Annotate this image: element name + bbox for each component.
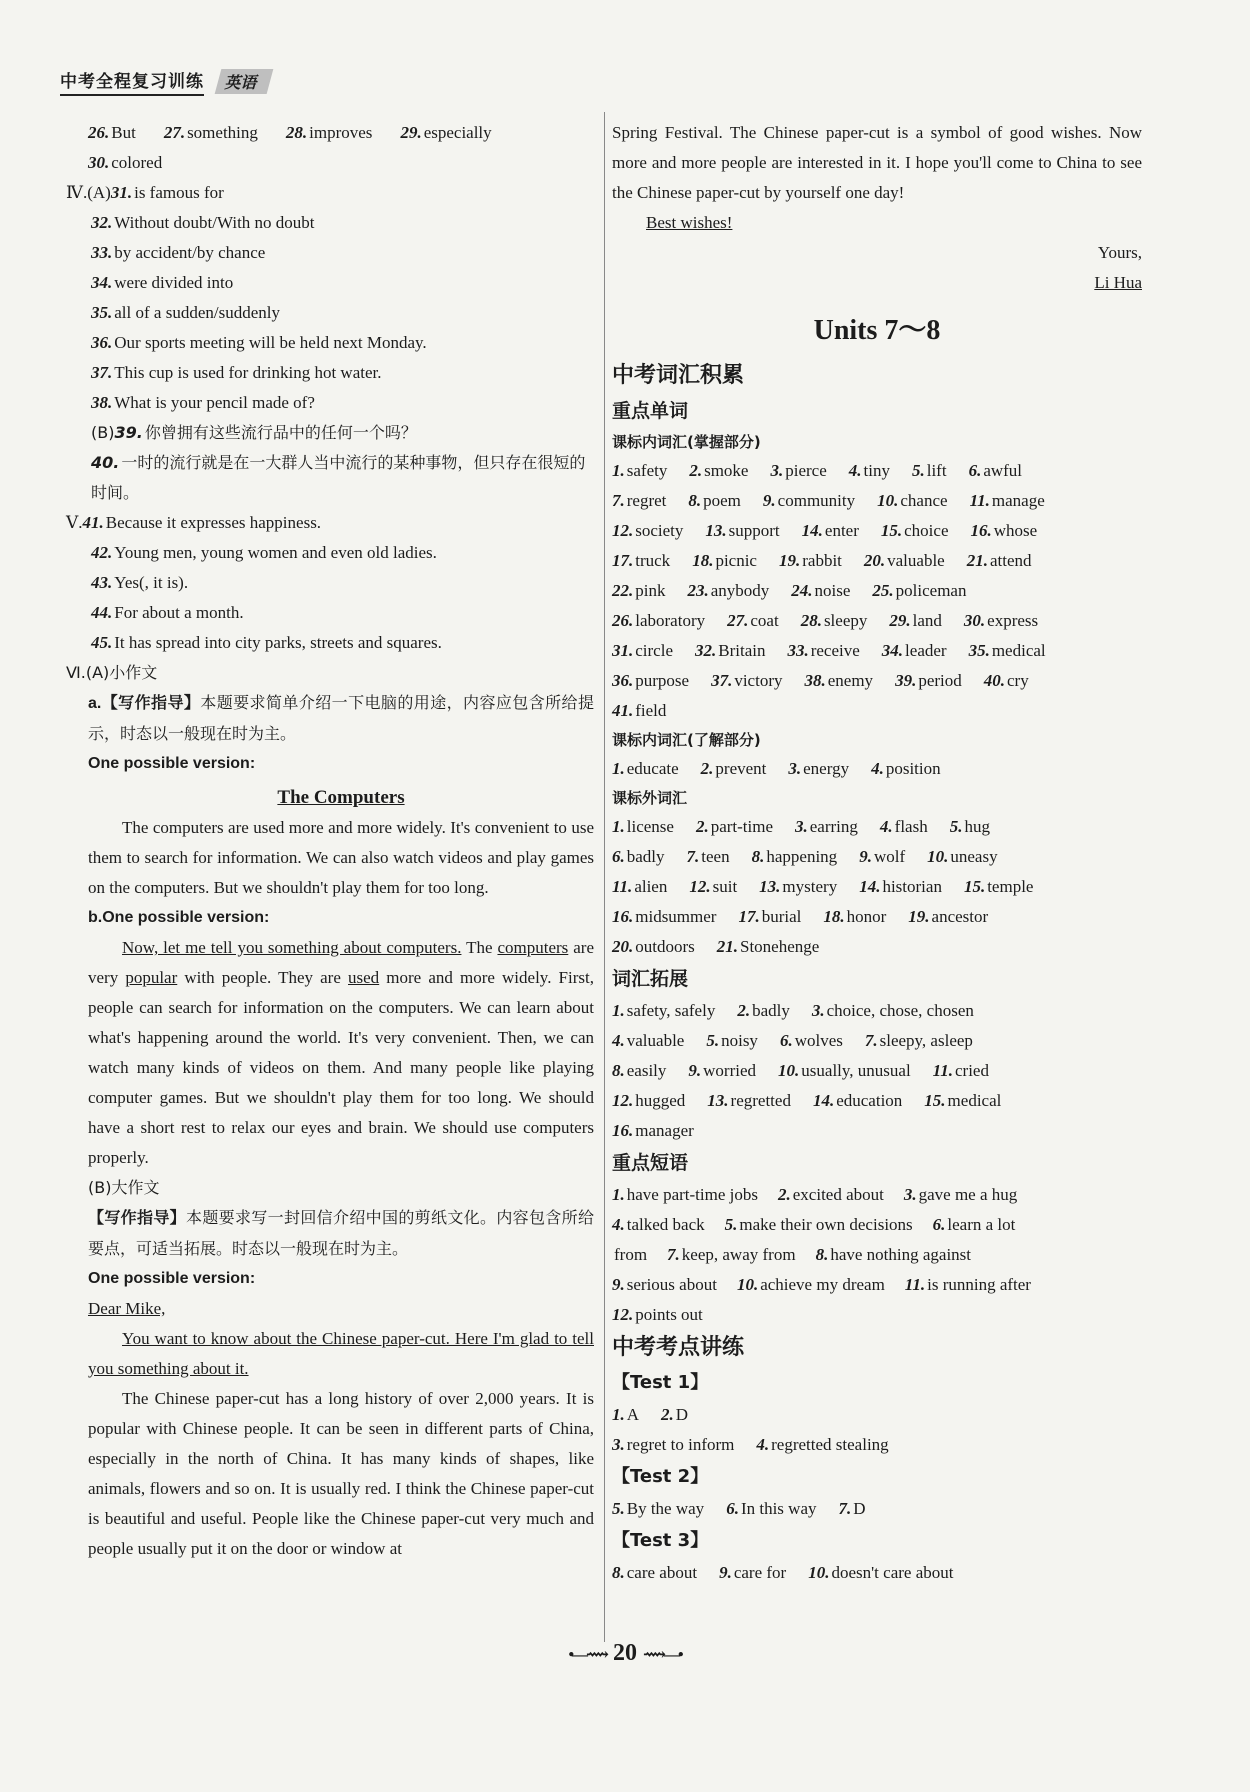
list-item: 16. whose xyxy=(970,521,1038,540)
list-item: 13. mystery xyxy=(759,877,838,896)
list-item: 30. express xyxy=(963,611,1039,630)
essay-b: Now, let me tell you something about computers. The computers are very popular with people. They are used more and more widely. First, people can search for information on the computers. We can learn about what's happening around the world. It's very convenient. Then, we can watch many kinds of videos on them. And many people like playing computer games. But we shouldn't play them for too long. We should have a short rest to relax our eyes and brain. We should use computers properly. xyxy=(88,938,594,1167)
answer-line: 32. Without doubt/With no doubt xyxy=(91,213,315,232)
list-item: 5. By the way xyxy=(612,1499,705,1518)
list-item: 19. ancestor xyxy=(908,907,989,926)
list-item: 4. valuable xyxy=(612,1031,685,1050)
list-item: 20. valuable xyxy=(863,551,945,570)
writing-guide-b: 【写作指导】本题要求写一封回信介绍中国的剪纸文化。内容包含所给要点，可适当拓展。时态以一般现在时为主。 xyxy=(88,1208,594,1258)
section-v: Ⅴ.41. Because it expresses happiness. xyxy=(66,513,322,532)
list-item: 1. safety xyxy=(612,461,668,480)
list-item: 2. excited about xyxy=(778,1185,884,1204)
left-column xyxy=(66,118,594,1564)
list-row xyxy=(612,902,1142,932)
list-item: 33. receive xyxy=(787,641,860,660)
list-item: 12. hugged xyxy=(612,1091,686,1110)
test-answers xyxy=(612,1558,1142,1588)
list-item: 4. talked back xyxy=(612,1215,705,1234)
answer-line: 44. For about a month. xyxy=(91,603,244,622)
letter-continued: Spring Festival. The Chinese paper-cut is a symbol of good wishes. Now more and more people are interested in it. I hope you'll come to China to see the Chinese paper-cut by yourself one day! xyxy=(612,123,1142,202)
list-item: 15. choice xyxy=(880,521,949,540)
ornament-left-icon: •—⟿ xyxy=(568,1646,607,1664)
list-item: 3. energy xyxy=(788,759,850,778)
ornament-right-icon: ⟿—• xyxy=(643,1646,682,1664)
answer-row: 26. But 27. something 28. improves 29. especially xyxy=(88,123,492,142)
list-item: 5. hug xyxy=(949,817,990,836)
list-item: 27. coat xyxy=(727,611,779,630)
essay-a: The computers are used more and more widely. It's convenient to use them to search for information. We can also watch videos and play games on the computers. But we shouldn't play them for too long. xyxy=(88,818,594,897)
list-item: 36. purpose xyxy=(612,671,690,690)
list-item: 17. burial xyxy=(738,907,802,926)
list-item: 15. medical xyxy=(924,1091,1002,1110)
list-item: 8. poem xyxy=(688,491,741,510)
list-row xyxy=(612,666,1142,696)
minor-heading: 课标内词汇(了解部分) xyxy=(612,731,761,749)
list-item: 18. picnic xyxy=(692,551,757,570)
list-item: 41. field xyxy=(612,701,667,720)
list-row xyxy=(612,1270,1142,1300)
letter-greeting: Dear Mike, xyxy=(88,1299,166,1318)
answer-line: 40. 一时的流行就是在一大群人当中流行的某种事物，但只存在很短的时间。 xyxy=(91,453,586,502)
list-item: 25. policeman xyxy=(872,581,967,600)
list-row xyxy=(612,754,1142,784)
list-item: 3. pierce xyxy=(770,461,827,480)
phrase-list xyxy=(612,1180,1142,1330)
list-item: 10. uneasy xyxy=(927,847,998,866)
subject-tab: 英语 xyxy=(215,69,274,94)
list-item: 14. historian xyxy=(859,877,942,896)
expand-vocab-list xyxy=(612,996,1142,1146)
list-item: 11. alien xyxy=(612,877,668,896)
list-item: 7. teen xyxy=(686,847,730,866)
list-row xyxy=(612,872,1142,902)
page-footer xyxy=(0,1640,1250,1667)
list-item: 4. regretted stealing xyxy=(756,1435,889,1454)
list-item: 39. period xyxy=(895,671,962,690)
minor-heading: 课标外词汇 xyxy=(612,789,688,807)
list-item: 14. education xyxy=(812,1091,903,1110)
list-item: 10. chance xyxy=(877,491,948,510)
sub-heading: 重点短语 xyxy=(612,1152,689,1174)
list-item: 13. support xyxy=(705,521,780,540)
list-item: 31. circle xyxy=(612,641,673,660)
section-vi: Ⅵ.(A)小作文 xyxy=(66,663,158,682)
list-item: 35. medical xyxy=(968,641,1046,660)
list-item: 9. worried xyxy=(688,1061,757,1080)
list-item: 37. victory xyxy=(711,671,783,690)
list-item: 4. flash xyxy=(879,817,928,836)
list-item: 21. Stonehenge xyxy=(716,937,820,956)
list-item: 12. society xyxy=(612,521,684,540)
list-item: 22. pink xyxy=(612,581,666,600)
list-item: 12. points out xyxy=(612,1305,703,1324)
answer-line: 42. Young men, young women and even old ladies. xyxy=(91,543,437,562)
list-row xyxy=(612,696,1142,726)
list-item: 5. noisy xyxy=(706,1031,758,1050)
list-row xyxy=(612,1180,1142,1210)
list-item: 1. educate xyxy=(612,759,679,778)
list-item: 17. truck xyxy=(612,551,671,570)
test-label: 【Test 1】 xyxy=(612,1372,709,1393)
unit-title: Units 7～8 xyxy=(813,315,941,346)
list-item: 6. awful xyxy=(968,461,1023,480)
list-item: 5. lift xyxy=(911,461,947,480)
list-item: 6. wolves xyxy=(779,1031,843,1050)
list-item: 9. care for xyxy=(719,1563,787,1582)
list-row xyxy=(612,486,1142,516)
list-item: 7. regret xyxy=(612,491,667,510)
list-row xyxy=(612,932,1142,962)
essay-title: The Computers xyxy=(277,787,405,808)
list-item: 2. prevent xyxy=(700,759,767,778)
column-divider xyxy=(604,112,605,1642)
list-item: 21. attend xyxy=(966,551,1032,570)
test-answers xyxy=(612,1430,1142,1460)
list-item: 7. D xyxy=(838,1499,866,1518)
list-item: 19. rabbit xyxy=(778,551,842,570)
list-item: 8. happening xyxy=(751,847,838,866)
answer-line: 35. all of a sudden/suddenly xyxy=(91,303,280,322)
letter-intro: You want to know about the Chinese paper-cut. Here I'm glad to tell you something about it. xyxy=(88,1329,594,1378)
list-item: 18. honor xyxy=(823,907,887,926)
list-item: 9. community xyxy=(762,491,856,510)
sub-heading: 词汇拓展 xyxy=(612,968,689,990)
test-label: 【Test 2】 xyxy=(612,1466,709,1487)
list-item: 3. regret to inform xyxy=(612,1435,735,1454)
list-item: 11. is running after xyxy=(904,1275,1031,1294)
writing-guide-a: a.【写作指导】本题要求简单介绍一下电脑的用途，内容应包含所给提示，时态以一般现在时为主。 xyxy=(88,693,594,743)
letter-body: The Chinese paper-cut has a long history of over 2,000 years. It is popular with Chinese people. It can be seen in different parts of China, especially in the north of China. It has many kinds of shapes, like animals, flowers and so on. It is usually red. I think the Chinese paper-cut is beautiful and useful. People like the Chinese paper-cut very much and people usually put it on the door or window at xyxy=(88,1389,594,1558)
list-item: 3. earring xyxy=(795,817,858,836)
list-item: 6. In this way xyxy=(726,1499,817,1518)
list-row xyxy=(612,1116,1142,1146)
list-item: 11. cried xyxy=(932,1061,989,1080)
answer-line: 37. This cup is used for drinking hot water. xyxy=(91,363,382,382)
section-heading: 中考词汇积累 xyxy=(612,363,745,388)
list-item: 26. laboratory xyxy=(612,611,706,630)
list-item: 7. sleepy, asleep xyxy=(864,1031,973,1050)
list-item: 13. regretted xyxy=(707,1091,791,1110)
answer-line: 34. were divided into xyxy=(91,273,234,292)
list-row xyxy=(612,606,1142,636)
list-item: 29. land xyxy=(889,611,942,630)
list-row xyxy=(612,1240,1142,1270)
list-item: 1. have part-time jobs xyxy=(612,1185,758,1204)
list-row xyxy=(612,576,1142,606)
test-answers xyxy=(612,1400,1142,1430)
list-item: 7. keep, away from xyxy=(667,1245,796,1264)
list-item: 4. position xyxy=(871,759,941,778)
outside-vocab-list xyxy=(612,812,1142,962)
list-item: 10. achieve my dream xyxy=(736,1275,885,1294)
list-item: 8. care about xyxy=(612,1563,698,1582)
list-item: 20. outdoors xyxy=(612,937,695,956)
letter-closing: Best wishes! xyxy=(646,213,733,232)
list-row xyxy=(612,842,1142,872)
test-label: 【Test 3】 xyxy=(612,1530,709,1551)
master-vocab-list xyxy=(612,456,1142,726)
sub-heading: 重点单词 xyxy=(612,400,689,422)
answer-row: 30. colored xyxy=(88,153,163,172)
section-iv: Ⅳ.(A)31. is famous for xyxy=(66,183,224,202)
page-number: 20 xyxy=(613,1640,637,1666)
list-item: 3. choice, chose, chosen xyxy=(811,1001,974,1020)
list-item: 38. enemy xyxy=(804,671,874,690)
answer-line: 43. Yes(, it is). xyxy=(91,573,189,592)
answer-line: 36. Our sports meeting will be held next Monday. xyxy=(91,333,427,352)
section-b: (B)大作文 xyxy=(88,1178,160,1197)
list-item: 10. usually, unusual xyxy=(778,1061,911,1080)
list-item: 6. learn a lot xyxy=(932,1215,1016,1234)
list-item: 14. enter xyxy=(801,521,859,540)
minor-heading: 课标内词汇(掌握部分) xyxy=(612,433,761,451)
list-item: 10. doesn't care about xyxy=(808,1563,954,1582)
list-item: 9. serious about xyxy=(612,1275,717,1294)
answer-line: 33. by accident/by chance xyxy=(91,243,266,262)
list-item: 28. sleepy xyxy=(800,611,868,630)
list-item: 16. manager xyxy=(612,1121,694,1140)
list-item: 1. safety, safely xyxy=(612,1001,716,1020)
list-row xyxy=(612,1056,1142,1086)
answer-line: 38. What is your pencil made of? xyxy=(91,393,315,412)
letter-yours: Yours, xyxy=(1097,243,1142,262)
list-row xyxy=(612,1300,1142,1330)
version-label-2: One possible version: xyxy=(88,1270,256,1287)
list-row xyxy=(612,812,1142,842)
list-item: 40. cry xyxy=(983,671,1029,690)
list-row xyxy=(612,516,1142,546)
list-item: from xyxy=(614,1245,648,1264)
answer-line: (B)39. 你曾拥有这些流行品中的任何一个吗？ xyxy=(91,423,417,442)
test-answers xyxy=(612,1494,1142,1524)
list-item: 16. midsummer xyxy=(612,907,717,926)
version-label: One possible version: xyxy=(88,755,256,772)
list-row xyxy=(612,1086,1142,1116)
list-item: 9. wolf xyxy=(859,847,906,866)
list-item: 23. anybody xyxy=(687,581,770,600)
list-item: 15. temple xyxy=(963,877,1034,896)
list-item: 2. smoke xyxy=(689,461,749,480)
list-row xyxy=(612,456,1142,486)
list-row xyxy=(612,1210,1142,1240)
right-column xyxy=(612,118,1142,1588)
list-row xyxy=(612,996,1142,1026)
list-item: 24. noise xyxy=(791,581,851,600)
list-item: 12. suit xyxy=(689,877,738,896)
list-item: 6. badly xyxy=(612,847,665,866)
list-item: 3. gave me a hug xyxy=(903,1185,1018,1204)
list-item: 1. license xyxy=(612,817,674,836)
know-vocab-list xyxy=(612,754,1142,784)
list-item: 2. badly xyxy=(737,1001,790,1020)
list-item: 11. manage xyxy=(969,491,1045,510)
list-item: 2. D xyxy=(661,1405,689,1424)
list-item: 2. part-time xyxy=(695,817,774,836)
list-item: 4. tiny xyxy=(848,461,890,480)
letter-signature: Li Hua xyxy=(1094,273,1142,292)
list-row xyxy=(612,1026,1142,1056)
list-row xyxy=(612,546,1142,576)
answer-line: 45. It has spread into city parks, streets and squares. xyxy=(91,633,442,652)
list-item: 34. leader xyxy=(881,641,947,660)
list-item: 8. have nothing against xyxy=(815,1245,972,1264)
list-item: 8. easily xyxy=(612,1061,667,1080)
version-label-b: b.One possible version: xyxy=(88,909,270,926)
list-item: 5. make their own decisions xyxy=(724,1215,913,1234)
running-header xyxy=(60,66,365,96)
section-heading: 中考考点讲练 xyxy=(612,1335,745,1360)
list-item: 1. A xyxy=(612,1405,640,1424)
list-item: 32. Britain xyxy=(695,641,766,660)
list-row xyxy=(612,636,1142,666)
book-title: 中考全程复习训练 xyxy=(60,67,204,96)
